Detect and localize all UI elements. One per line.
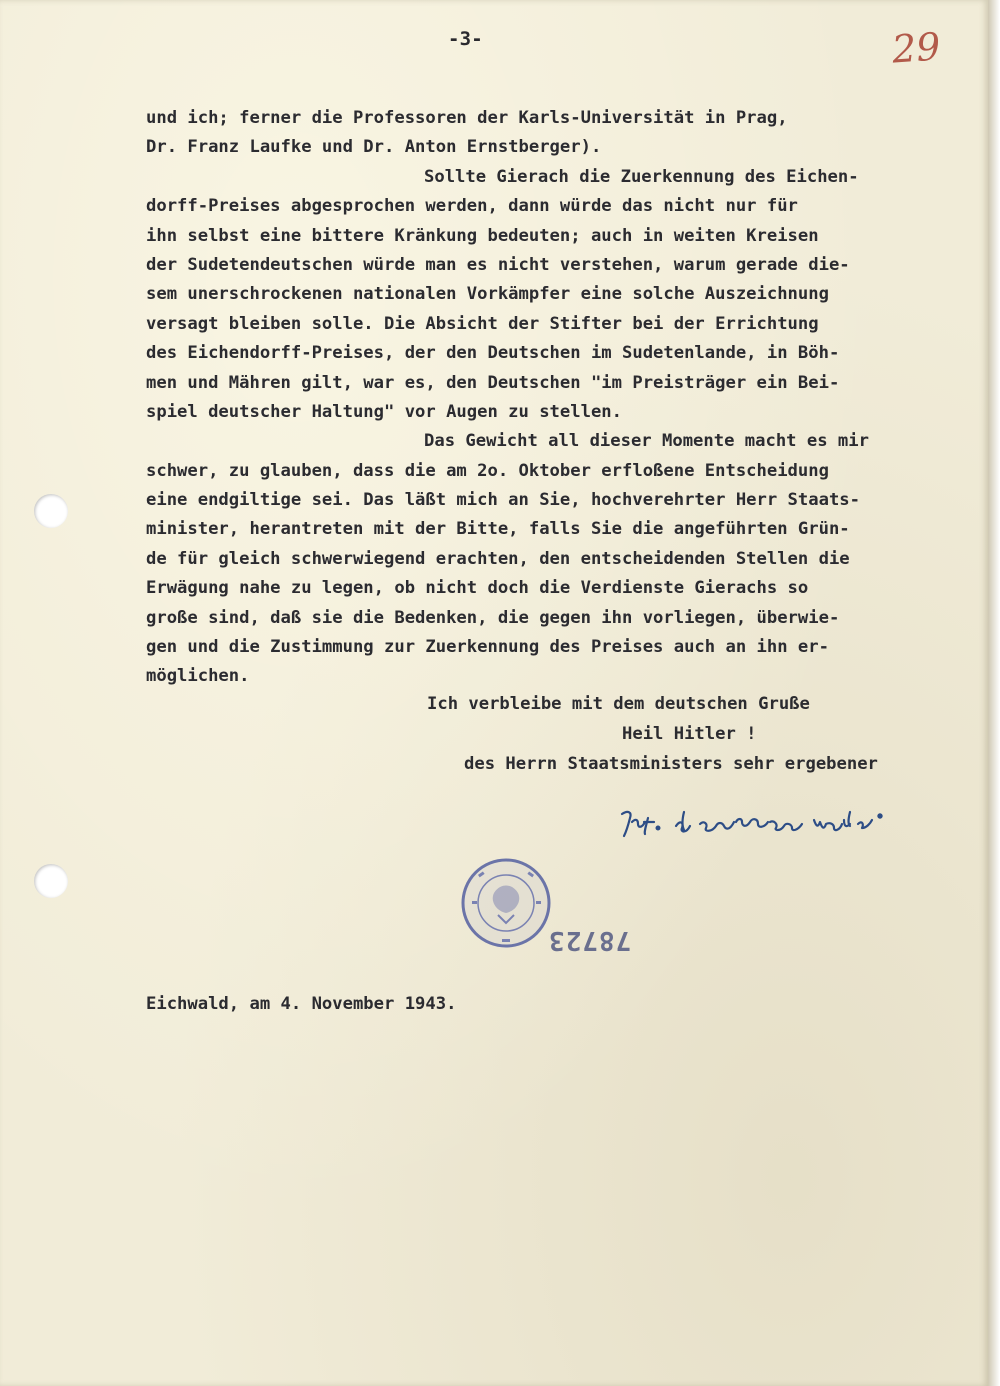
archive-stamp (458, 855, 554, 951)
body-line: eine endgiltige sei. Das läßt mich an Sie, hochverehrter Herr Staats- (146, 490, 860, 511)
punch-hole-upper (34, 494, 68, 528)
body-line: des Eichendorff-Preises, der den Deutschen im Sudetenlande, in Böh- (146, 343, 840, 364)
body-line: schwer, zu glauben, dass die am 2o. Oktober erfloßene Entscheidung (146, 460, 829, 481)
page-number: -3- (448, 28, 483, 50)
body-line: der Sudetendeutschen würde man es nicht verstehen, warum gerade die- (146, 254, 850, 275)
closing-salute: Heil Hitler ! (622, 724, 757, 744)
signature (618, 800, 898, 850)
body-line: ihn selbst eine bittere Kränkung bedeuten; auch in weiten Kreisen (146, 225, 819, 246)
body-line: gen und die Zustimmung zur Zuerkennung des Preises auch an ihn er- (146, 637, 829, 658)
body-line: minister, herantreten mit der Bitte, falls Sie die angeführten Grün- (146, 519, 850, 540)
body-line: versagt bleiben solle. Die Absicht der Stifter bei der Errichtung (146, 313, 819, 334)
body-line: de für gleich schwerwiegend erachten, den entscheidenden Stellen die (146, 548, 850, 569)
signature-text: Prof. Dr. Wilhelm Wostry (618, 848, 631, 849)
body-line: spiel deutscher Haltung" vor Augen zu stellen. (146, 401, 622, 422)
letter-body (146, 104, 976, 692)
punch-hole-lower (34, 864, 68, 898)
body-line: men und Mähren gilt, war es, den Deutschen "im Preisträger ein Bei- (146, 372, 840, 393)
page-edge (988, 0, 1000, 1386)
body-line: möglichen. (146, 666, 250, 687)
closing-formula: Ich verbleibe mit dem deutschen Gruße (427, 694, 810, 714)
body-line: sem unerschrockenen nationalen Vorkämpfer eine solche Auszeichnung (146, 284, 829, 305)
stamp-number: 78723 (548, 925, 632, 955)
body-line: Dr. Franz Laufke und Dr. Anton Ernstberger). (146, 137, 602, 158)
body-line: Erwägung nahe zu legen, ob nicht doch die Verdienste Gierachs so (146, 578, 809, 599)
body-line: Sollte Gierach die Zuerkennung des Eichen- (424, 166, 859, 187)
body-line: Das Gewicht all dieser Momente macht es mir (424, 431, 869, 452)
closing-deference: des Herrn Staatsministers sehr ergebener (464, 754, 878, 774)
body-line: große sind, daß sie die Bedenken, die gegen ihn vorliegen, überwie- (146, 607, 840, 628)
dateline: Eichwald, am 4. November 1943. (146, 994, 457, 1014)
body-line: und ich; ferner die Professoren der Karls-Universität in Prag, (146, 108, 788, 128)
archive-folio-number: 29 (890, 24, 942, 72)
body-line: dorff-Preises abgesprochen werden, dann würde das nicht nur für (146, 196, 798, 217)
